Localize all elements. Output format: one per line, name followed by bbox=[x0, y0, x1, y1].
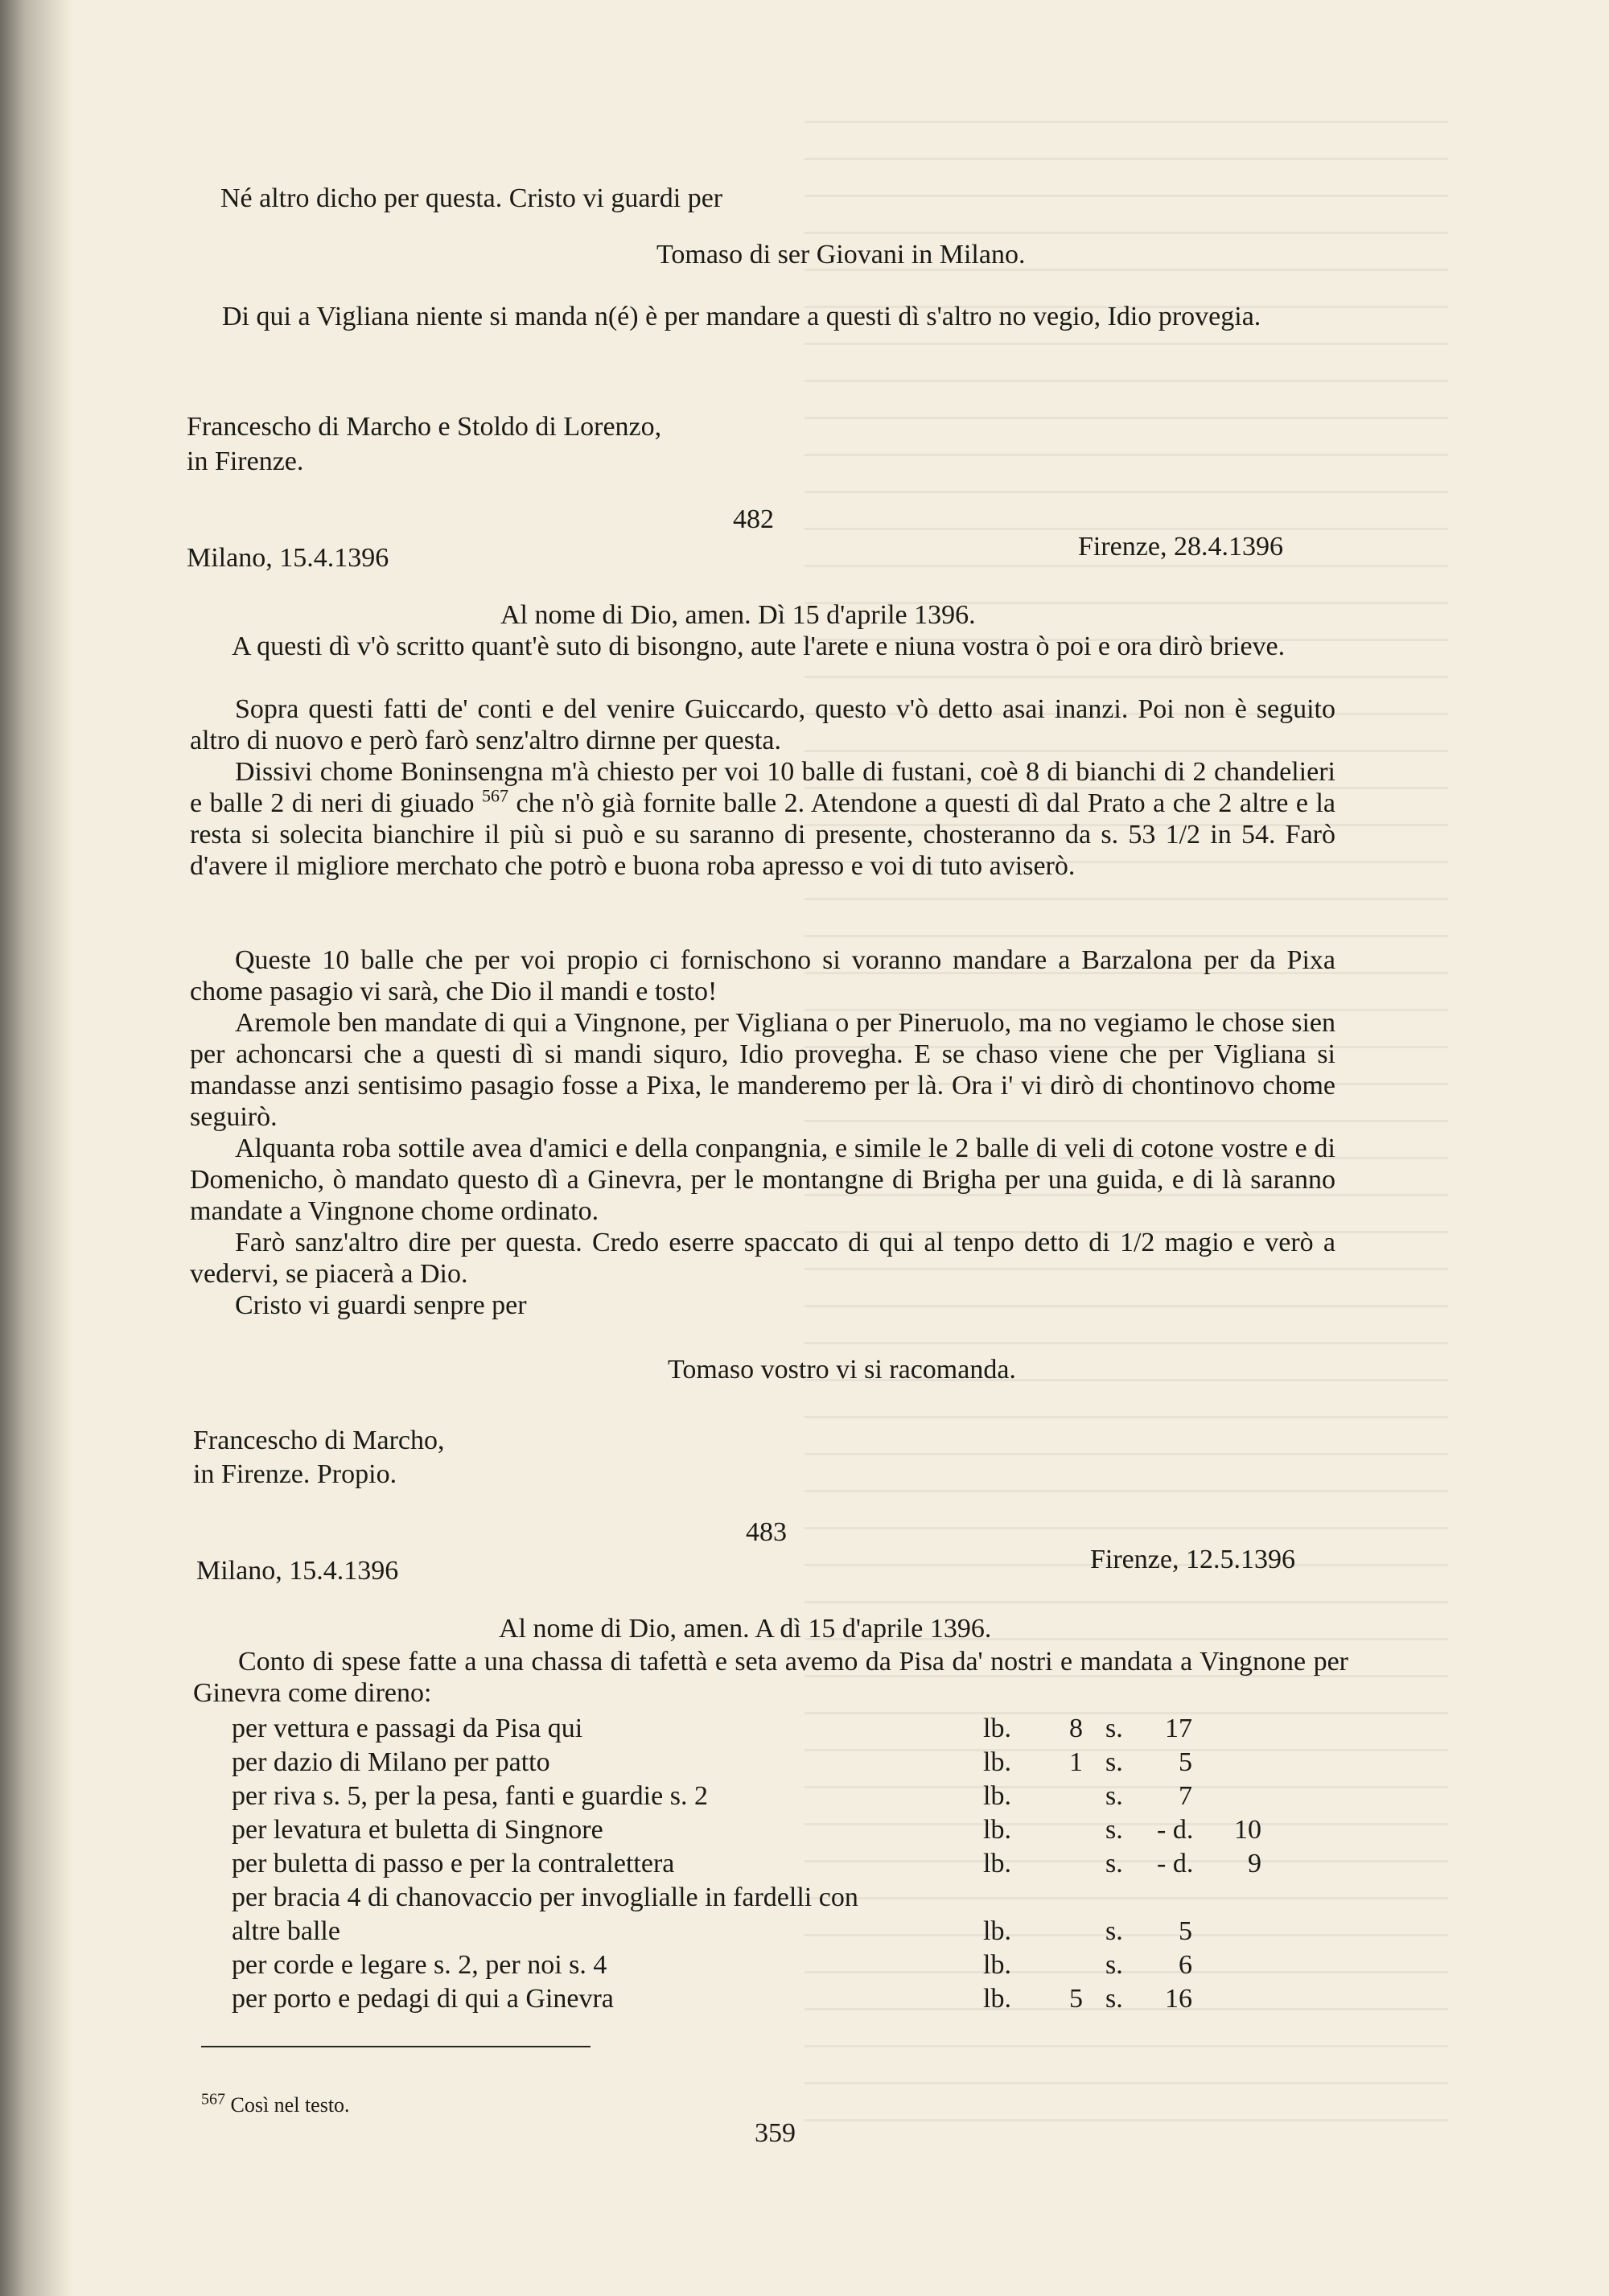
expense-description: per buletta di passo e per la contralettera bbox=[232, 1849, 675, 1878]
soldi-value: 7 bbox=[1179, 1781, 1192, 1811]
paragraph: Farò sanz'altro dire per questa. Credo eserre spaccato di qui al tenpo detto di 1/2 magio e verò a vedervi, se piacerà a Dio. bbox=[190, 1228, 1335, 1289]
footnote-number: 567 bbox=[201, 2090, 225, 2109]
place-date-origin: Milano, 15.4.1396 bbox=[196, 1556, 399, 1586]
closing-line: Né altro dicho per questa. Cristo vi guardi per bbox=[220, 183, 723, 213]
paragraph: Sopra questi fatti de' conti e del venire Guiccardo, questo v'ò detto asai inanzi. Poi non è seguito altro di nuovo e però farò senz'altro dirnne per questa. bbox=[190, 694, 1335, 755]
soldi-abbrev: s. bbox=[1105, 1747, 1123, 1777]
lire-abbrev: lb. bbox=[983, 1815, 1011, 1845]
lire-value: 8 bbox=[1069, 1714, 1083, 1743]
footnote-text: Così nel testo. bbox=[225, 2093, 350, 2117]
soldi-abbrev: s. bbox=[1105, 1815, 1123, 1845]
denari-abbrev: - d. bbox=[1157, 1815, 1194, 1845]
expense-row bbox=[232, 1982, 1358, 2016]
paragraph: Cristo vi guardi senpre per bbox=[235, 1290, 527, 1320]
expense-description: per riva s. 5, per la pesa, fanti e guardie s. 2 bbox=[232, 1781, 708, 1811]
paragraph: A questi dì v'ò scritto quant'è suto di bisongno, aute l'arete e niuna vostra ò poi e ora dirò brieve. bbox=[232, 632, 1286, 661]
soldi-abbrev: s. bbox=[1105, 1714, 1123, 1743]
address-line: in Firenze. Propio. bbox=[193, 1459, 397, 1489]
expense-row bbox=[232, 1847, 1358, 1881]
lire-abbrev: lb. bbox=[983, 1781, 1011, 1811]
soldi-abbrev: s. bbox=[1105, 1781, 1123, 1811]
expense-description: per corde e legare s. 2, per noi s. 4 bbox=[232, 1950, 607, 1980]
lire-value: 5 bbox=[1069, 1984, 1083, 2014]
expense-row bbox=[232, 1712, 1358, 1746]
salutation: Al nome di Dio, amen. Dì 15 d'aprile 1396. bbox=[500, 600, 976, 630]
expense-row bbox=[232, 1881, 1358, 1915]
soldi-value: 5 bbox=[1179, 1916, 1192, 1946]
expense-description: per porto e pedagi di qui a Ginevra bbox=[232, 1984, 614, 2014]
denari-abbrev: - d. bbox=[1157, 1849, 1194, 1878]
expense-row bbox=[232, 1746, 1358, 1780]
page-number: 359 bbox=[755, 2118, 796, 2148]
expense-intro: Conto di spese fatte a una chassa di tafettà e seta avemo da Pisa da' nostri e mandata a Vingnone per Ginevra come direno: bbox=[193, 1647, 1348, 1708]
lire-value: 1 bbox=[1069, 1747, 1083, 1777]
lire-abbrev: lb. bbox=[983, 1916, 1011, 1946]
paragraph: Alquanta roba sottile avea d'amici e della conpangnia, e simile le 2 balle di veli di cotone vostre e di Domenicho, ò mandato questo dì a Ginevra, per le montangne di Brigha per una guida, e di là saranno mandate a Vingnone chome ordinato. bbox=[190, 1134, 1335, 1226]
paragraph: Queste 10 balle che per voi propio ci fornischono si voranno mandare a Barzalona per da Pixa chome pasagio vi sarà, che Dio il mandi e tosto! bbox=[190, 945, 1335, 1006]
lire-abbrev: lb. bbox=[983, 1984, 1011, 2014]
soldi-abbrev: s. bbox=[1105, 1984, 1123, 2014]
soldi-abbrev: s. bbox=[1105, 1916, 1123, 1946]
place-date-destination: Firenze, 12.5.1396 bbox=[1090, 1545, 1295, 1574]
paragraph bbox=[190, 756, 1335, 882]
paragraph: Aremole ben mandate di qui a Vingnone, per Vigliana o per Pineruolo, ma no vegiamo le chose sien per achoncarsi che a questi dì si mandi siquro, Idio provegha. E se chaso viene che per Vigliana si mandasse anzi sentisimo pasagio fosse a Pixa, le manderemo per là. Ora i' vi dirò di chontinovo chome seguirò. bbox=[190, 1008, 1335, 1132]
soldi-abbrev: s. bbox=[1105, 1950, 1123, 1980]
soldi-value: 6 bbox=[1179, 1950, 1192, 1980]
denari-value: 10 bbox=[1234, 1815, 1261, 1845]
address-line: Francescho di Marcho e Stoldo di Lorenzo, bbox=[187, 412, 662, 442]
soldi-value: 16 bbox=[1165, 1984, 1192, 2014]
expense-description: altre balle bbox=[232, 1916, 340, 1946]
soldi-value: 5 bbox=[1179, 1747, 1192, 1777]
place-date-origin: Milano, 15.4.1396 bbox=[187, 543, 389, 573]
footnote bbox=[201, 2092, 350, 2118]
letter-number: 482 bbox=[733, 504, 774, 534]
paragraph-text: che n'ò già fornite balle 2. Atendone a questi dì dal Prato a che 2 altre e la resta si solecita bianchire il più si può e su saranno di presente, chosteranno da s. 53 1/2 in 54. Farò d'avere il migliore merchato che potrò e buona roba apresso e voi di tuto aviserò. bbox=[190, 788, 1335, 881]
lire-abbrev: lb. bbox=[983, 1849, 1011, 1878]
signature: Tomaso di ser Giovani in Milano. bbox=[656, 240, 1026, 270]
expense-description: per bracia 4 di chanovaccio per invoglialle in fardelli con bbox=[232, 1882, 858, 1912]
soldi-value: 17 bbox=[1165, 1714, 1192, 1743]
place-date-destination: Firenze, 28.4.1396 bbox=[1078, 532, 1283, 562]
salutation: Al nome di Dio, amen. A dì 15 d'aprile 1396. bbox=[499, 1614, 992, 1644]
lire-abbrev: lb. bbox=[983, 1747, 1011, 1777]
lire-abbrev: lb. bbox=[983, 1714, 1011, 1743]
address-line: in Firenze. bbox=[187, 446, 304, 476]
denari-value: 9 bbox=[1248, 1849, 1261, 1878]
expense-row bbox=[232, 1948, 1358, 1982]
address-line: Francescho di Marcho, bbox=[193, 1426, 445, 1455]
expense-description: per vettura e passagi da Pisa qui bbox=[232, 1714, 583, 1743]
expense-description: per levatura et buletta di Singnore bbox=[232, 1815, 603, 1845]
footnote-divider bbox=[201, 2046, 591, 2047]
expense-row bbox=[232, 1915, 1358, 1948]
expense-row bbox=[232, 1780, 1358, 1813]
letter-number: 483 bbox=[746, 1517, 787, 1547]
soldi-abbrev: s. bbox=[1105, 1849, 1123, 1878]
signature: Tomaso vostro vi si racomanda. bbox=[668, 1355, 1016, 1385]
footnote-marker: 567 bbox=[482, 785, 509, 806]
postscript: Di qui a Vigliana niente si manda n(é) è per mandare a questi dì s'altro no vegio, Idio provegia. bbox=[222, 302, 1261, 331]
paragraph-text: Dissivi chome Boninsengna m'à chiesto per voi 10 balle di fustani, coè 8 di bianchi di 2 chandelieri e balle 2 di neri di giuado bbox=[190, 757, 1335, 818]
lire-abbrev: lb. bbox=[983, 1950, 1011, 1980]
expense-description: per dazio di Milano per patto bbox=[232, 1747, 550, 1777]
expense-row bbox=[232, 1813, 1358, 1847]
